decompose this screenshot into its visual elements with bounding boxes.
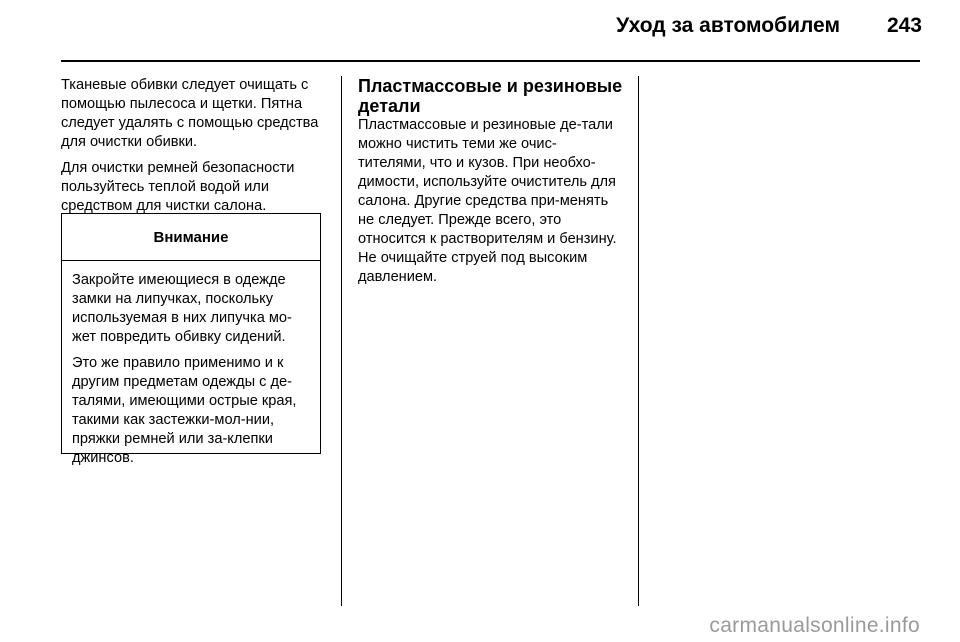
page-number: 243 bbox=[886, 14, 922, 37]
column-divider-2 bbox=[638, 76, 639, 606]
warning-box bbox=[61, 213, 321, 466]
paragraph-upholstery: Тканевые обивки следует очищать с помощью пылесоса и щетки. Пятна следует удалять с помощью средства для очистки обивки. bbox=[61, 77, 319, 150]
warning-paragraph-velcro: Закройте имеющиеся в одежде замки на липучках, поскольку используемая в них липучка мо-жет повредить обивку сидений. bbox=[72, 272, 292, 345]
column-middle bbox=[358, 76, 624, 294]
paragraph-seatbelts: Для очистки ремней безопасности пользуйтесь теплой водой или средством для чистки салона. bbox=[61, 160, 295, 214]
watermark: carmanualsonline.info bbox=[709, 614, 920, 637]
header-title: Уход за автомобилем bbox=[616, 14, 840, 37]
header-rule bbox=[61, 60, 920, 62]
warning-body bbox=[62, 261, 320, 468]
warning-paragraph-sharp: Это же правило применимо и к другим предметам одежды с де-талями, имеющими острые края, такими как застежки-мол-нии, пряжки ремней или за-клепки джинсов. bbox=[72, 355, 297, 466]
paragraph-plastic: Пластмассовые и резиновые де-тали можно чистить теми же очис-тителями, что и кузов. При необхо-димости, используйте очиститель для салона. Другие средства при-менять не следует. Прежде всего, это относится к растворителям и бензину. Не очищайте струей под высоким давлением. bbox=[358, 117, 617, 285]
section-title-plastic: Пластмассовые и резиновые детали bbox=[358, 76, 623, 116]
column-divider-1 bbox=[341, 76, 342, 606]
column-left bbox=[61, 76, 323, 223]
warning-title: Внимание bbox=[62, 214, 320, 261]
